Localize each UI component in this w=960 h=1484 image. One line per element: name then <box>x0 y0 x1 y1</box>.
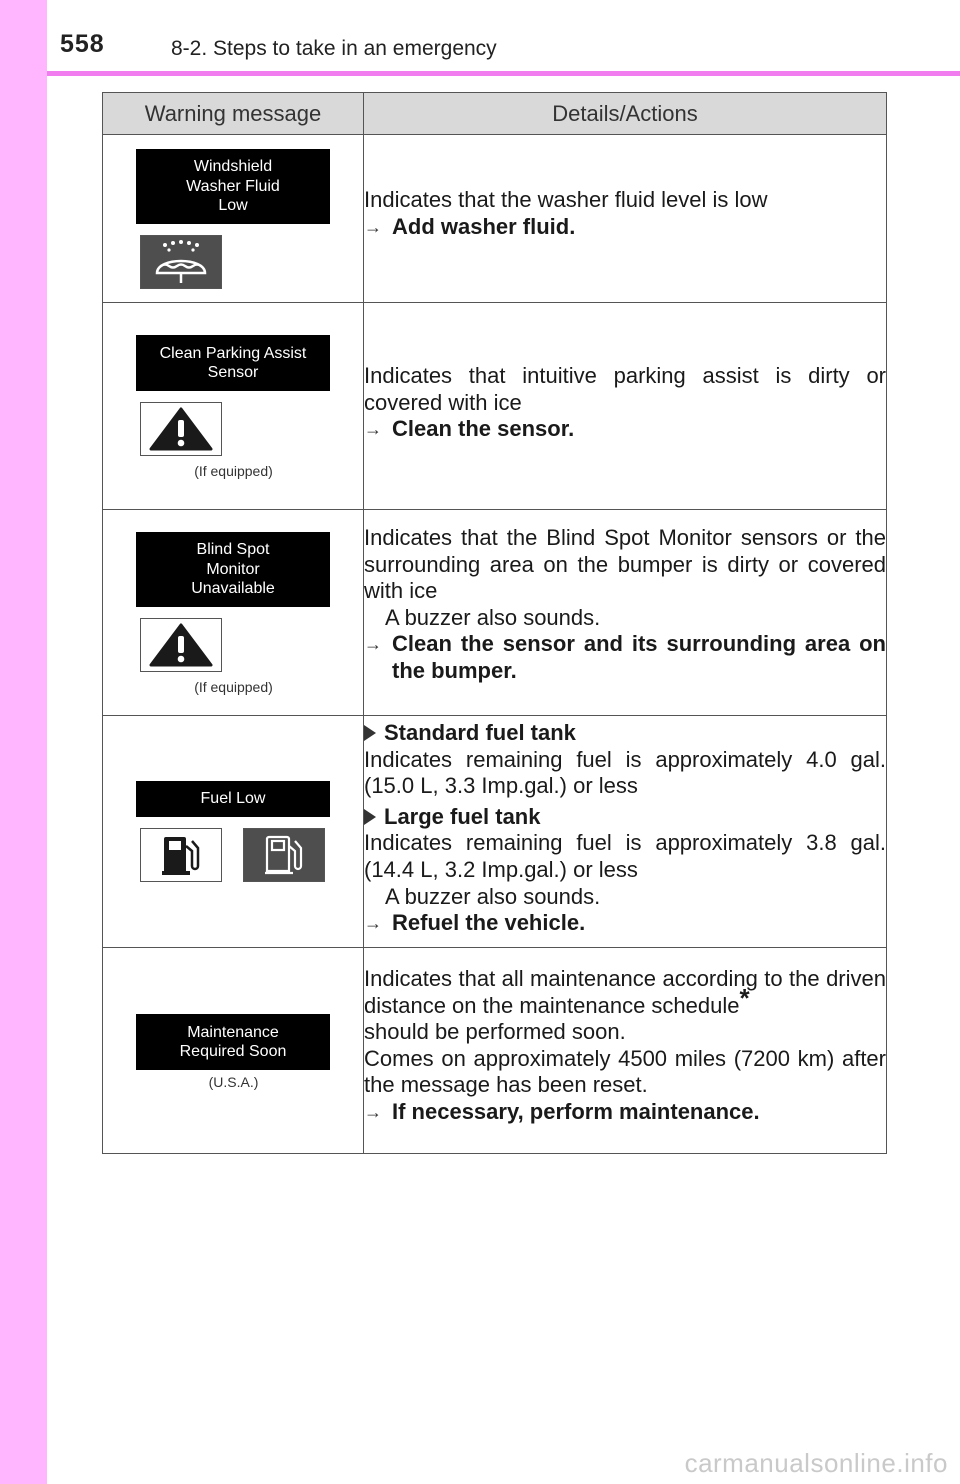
arrow-right-icon: → <box>364 913 382 934</box>
page-number: 558 <box>60 30 105 58</box>
details-cell <box>364 303 887 510</box>
table-row <box>103 716 887 948</box>
footnote-asterisk: * <box>739 982 750 1013</box>
warning-cell <box>103 716 364 948</box>
triangle-bullet-icon <box>364 809 376 825</box>
fuel-pump-icon <box>243 828 325 882</box>
warning-triangle-icon <box>140 618 222 672</box>
note-text: (U.S.A.) <box>208 1074 259 1090</box>
table-row <box>103 510 887 716</box>
details-cell <box>364 510 887 716</box>
section-side-tab <box>0 0 47 1484</box>
message-display: Windshield Washer Fluid Low <box>136 149 330 224</box>
details-text: Indicates that the washer fluid level is low <box>364 187 768 212</box>
buzzer-text: A buzzer also sounds. <box>385 604 601 630</box>
action-text: If necessary, perform maintenance. <box>392 1098 760 1124</box>
table-row <box>103 303 887 510</box>
warning-triangle-icon <box>140 402 222 456</box>
action-text: Add washer fluid. <box>392 213 576 239</box>
warning-cell <box>103 948 364 1154</box>
message-display: Blind Spot Monitor Unavailable <box>136 532 330 607</box>
subheading-large-tank: Large fuel tank <box>364 804 886 831</box>
warning-message-table <box>102 92 887 1154</box>
arrow-right-icon: → <box>364 1101 382 1122</box>
warning-cell <box>103 303 364 510</box>
note-text: (If equipped) <box>194 463 273 479</box>
fuel-pump-icon <box>140 828 222 882</box>
column-header-details-actions: Details/Actions <box>364 93 887 135</box>
arrow-right-icon: → <box>364 216 382 237</box>
arrow-right-icon: → <box>364 419 382 440</box>
details-cell <box>364 716 887 948</box>
header-rule <box>47 71 960 76</box>
details-text: Indicates that all maintenance according to the driven distance on the maintenance schedule* <box>364 966 886 1018</box>
details-cell <box>364 948 887 1154</box>
message-display: Maintenance Required Soon <box>136 1014 330 1070</box>
section-title: 8-2. Steps to take in an emergency <box>171 37 497 60</box>
arrow-right-icon: → <box>364 634 382 655</box>
message-display: Fuel Low <box>136 781 330 817</box>
message-display: Clean Parking Assist Sensor <box>136 335 330 391</box>
details-text: Indicates remaining fuel is approximately 3.8 gal. (14.4 L, 3.2 Imp.gal.) or less <box>364 830 886 882</box>
details-cell <box>364 135 887 303</box>
warning-cell <box>103 510 364 716</box>
details-text: Comes on approximately 4500 miles (7200 km) after the message has been reset. <box>364 1045 886 1098</box>
warning-cell <box>103 135 364 303</box>
watermark: carmanualsonline.info <box>684 1448 948 1478</box>
details-text: should be performed soon. <box>364 1019 626 1045</box>
action-text: Clean the sensor. <box>392 416 575 442</box>
table-row <box>103 135 887 303</box>
details-text: Indicates that intuitive parking assist is dirty or covered with ice <box>364 363 886 415</box>
table-header-row <box>103 93 887 135</box>
action-text: Clean the sensor and its surrounding area on the bumper. <box>392 631 886 683</box>
subheading-standard-tank: Standard fuel tank <box>364 720 886 747</box>
buzzer-text: A buzzer also sounds. <box>385 883 601 909</box>
action-text: Refuel the vehicle. <box>392 910 586 936</box>
note-text: (If equipped) <box>194 679 273 695</box>
details-text: Indicates that the Blind Spot Monitor sensors or the surrounding area on the bumper is dirty or covered with ice <box>364 525 886 604</box>
details-text: Indicates remaining fuel is approximately 4.0 gal. (15.0 L, 3.3 Imp.gal.) or less <box>364 746 886 799</box>
triangle-bullet-icon <box>364 725 376 741</box>
washer-fluid-icon <box>140 235 222 289</box>
table-row <box>103 948 887 1154</box>
column-header-warning-message: Warning message <box>103 93 364 135</box>
